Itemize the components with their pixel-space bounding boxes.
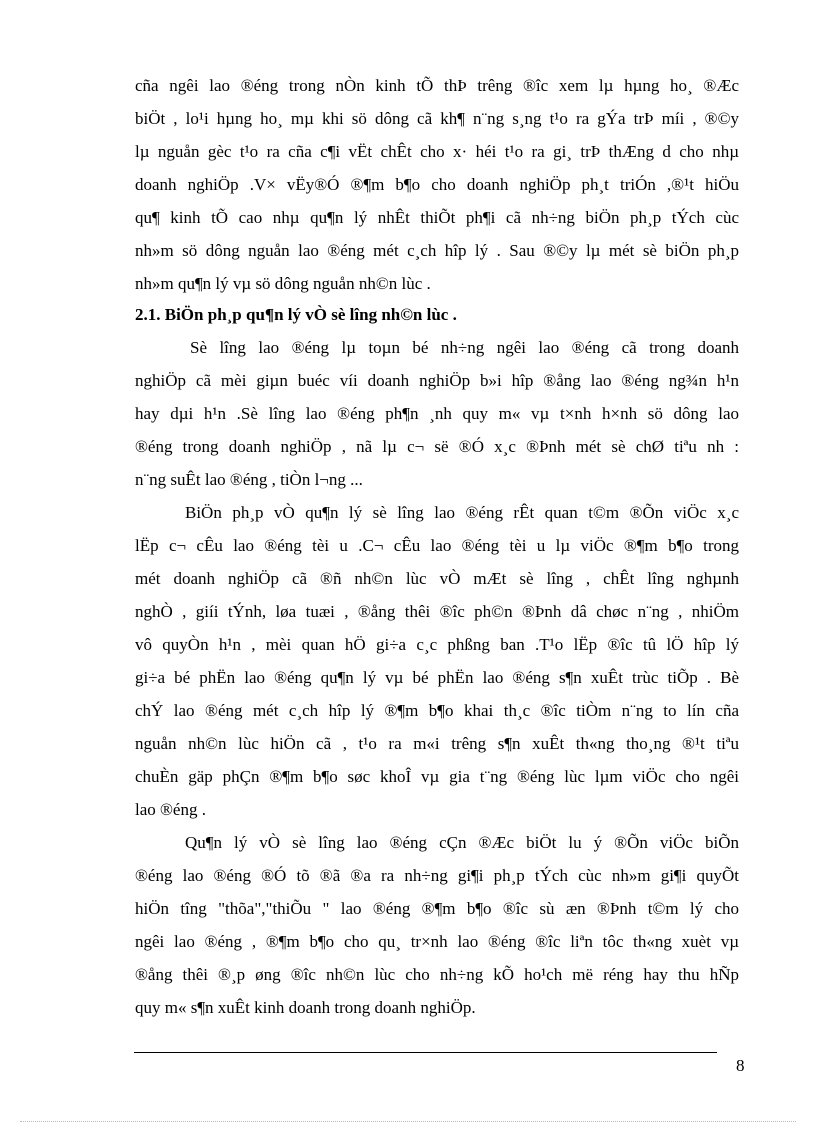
text-line: lËp c¬ cÊu lao ®éng tèi u .C¬ cÊu lao ®éng tèi u lµ viÖc ®¶m b¶o trong [135,536,739,555]
text-line: chÝ lao ®éng mét c¸ch hîp lý ®¶m b¶o khai th¸c ®îc tiÒm n¨ng to lín cña [135,701,739,720]
text-line: quy m« s¶n xuÊt kinh doanh trong doanh nghiÖp. [135,998,476,1017]
text-line: Qu¶n lý vÒ sè lîng lao ®éng cÇn ®Æc biÖt lu ý ®Õn viÖc biÕn [185,833,739,852]
page-bottom-border [20,1121,796,1122]
text-line: nguån nh©n lùc hiÖn cã , t¹o ra m«i trêng s¶n xuÊt th«ng tho¸ng ®¹t tiªu [135,734,739,753]
text-line: ®éng lao ®éng ®Ó tõ ®ã ®a ra nh÷ng gi¶i ph¸p tÝch cùc nh»m gi¶i quyÕt [135,866,739,885]
text-line: nghiÖp cã mèi giµn buéc víi doanh nghiÖp b»i hîp ®ång lao ®éng ng¾n h¹n [135,371,739,390]
text-line: chuÈn gäp phÇn ®¶m b¶o søc khoÎ vµ gia t¨ng ®éng lùc lµm viÖc cho ngêi [135,767,739,786]
text-line: hiÖn tîng "thõa","thiÕu " lao ®éng ®¶m b¶o ®îc sù æn ®Þnh t©m lý cho [135,899,739,918]
footer-rule [134,1052,717,1053]
text-line: nghÒ , giíi tÝnh, løa tuæi , ®ång thêi ®îc ph©n ®Þnh dâ chøc n¨ng , nhiÖm [135,602,739,621]
text-line: gi÷a bé phËn lao ®éng qu¶n lý vµ bé phËn lao ®éng s¶n xuÊt trùc tiÕp . Bè [135,668,739,687]
text-line: vô quyÒn h¹n , mèi quan hÖ gi÷a c¸c phßng ban .T¹o lËp ®îc tû lÖ hîp lý [135,635,739,654]
text-line: ®éng trong doanh nghiÖp , nã lµ c¬ së ®Ó x¸c ®Þnh mét sè chØ tiªu nh : [135,437,739,456]
text-line: lao ®éng . [135,800,206,819]
page-number: 8 [736,1056,745,1075]
section-heading: 2.1. BiÖn ph¸p qu¶n lý vÒ sè lîng nh©n lùc . [135,305,457,324]
text-line: ngêi lao ®éng , ®¶m b¶o cho qu¸ tr×nh lao ®éng ®îc liªn tôc th«ng xuèt vµ [135,932,739,951]
text-line: hay dµi h¹n .Sè lîng lao ®éng ph¶n ¸nh quy m« vµ t×nh h×nh sö dông lao [135,404,739,423]
text-line: nh»m qu¶n lý vµ sö dông nguån nh©n lùc . [135,274,431,293]
text-line: qu¶ kinh tÕ cao nhµ qu¶n lý nhÊt thiÕt ph¶i cã nh÷ng biÖn ph¸p tÝch cùc [135,208,739,227]
text-line: n¨ng suÊt lao ®éng , tiÒn l¬ng ... [135,470,363,489]
text-line: ®ång thêi ®¸p øng ®îc nh©n lùc cho nh÷ng kÕ ho¹ch më réng hay thu hÑp [135,965,739,984]
text-line: doanh nghiÖp .V× vËy®Ó ®¶m b¶o cho doanh nghiÖp ph¸t triÓn ,®¹t hiÖu [135,175,739,194]
text-line: biÖt , lo¹i hµng ho¸ mµ khi sö dông cã kh¶ n¨ng s¸ng t¹o ra gÝa trÞ míi , ®©y [135,109,739,128]
text-line: lµ nguån gèc t¹o ra cña c¶i vËt chÊt cho x· héi t¹o ra gi¸ trÞ thÆng d cho nhµ [135,142,739,161]
text-line: Sè lîng lao ®éng lµ toµn bé nh÷ng ngêi lao ®éng cã trong doanh [190,338,739,357]
text-line: mét doanh nghiÖp cã ®ñ nh©n lùc vÒ mÆt sè lîng , chÊt lîng nghµnh [135,569,739,588]
text-line: nh»m sö dông nguån lao ®éng mét c¸ch hîp lý . Sau ®©y lµ mét sè biÖn ph¸p [135,241,739,260]
text-line: cña ngêi lao ®éng trong nÒn kinh tÕ thÞ trêng ®îc xem lµ hµng ho¸ ®Æc [135,76,739,95]
text-line: BiÖn ph¸p vÒ qu¶n lý sè lîng lao ®éng rÊt quan t©m ®Õn viÖc x¸c [185,503,739,522]
